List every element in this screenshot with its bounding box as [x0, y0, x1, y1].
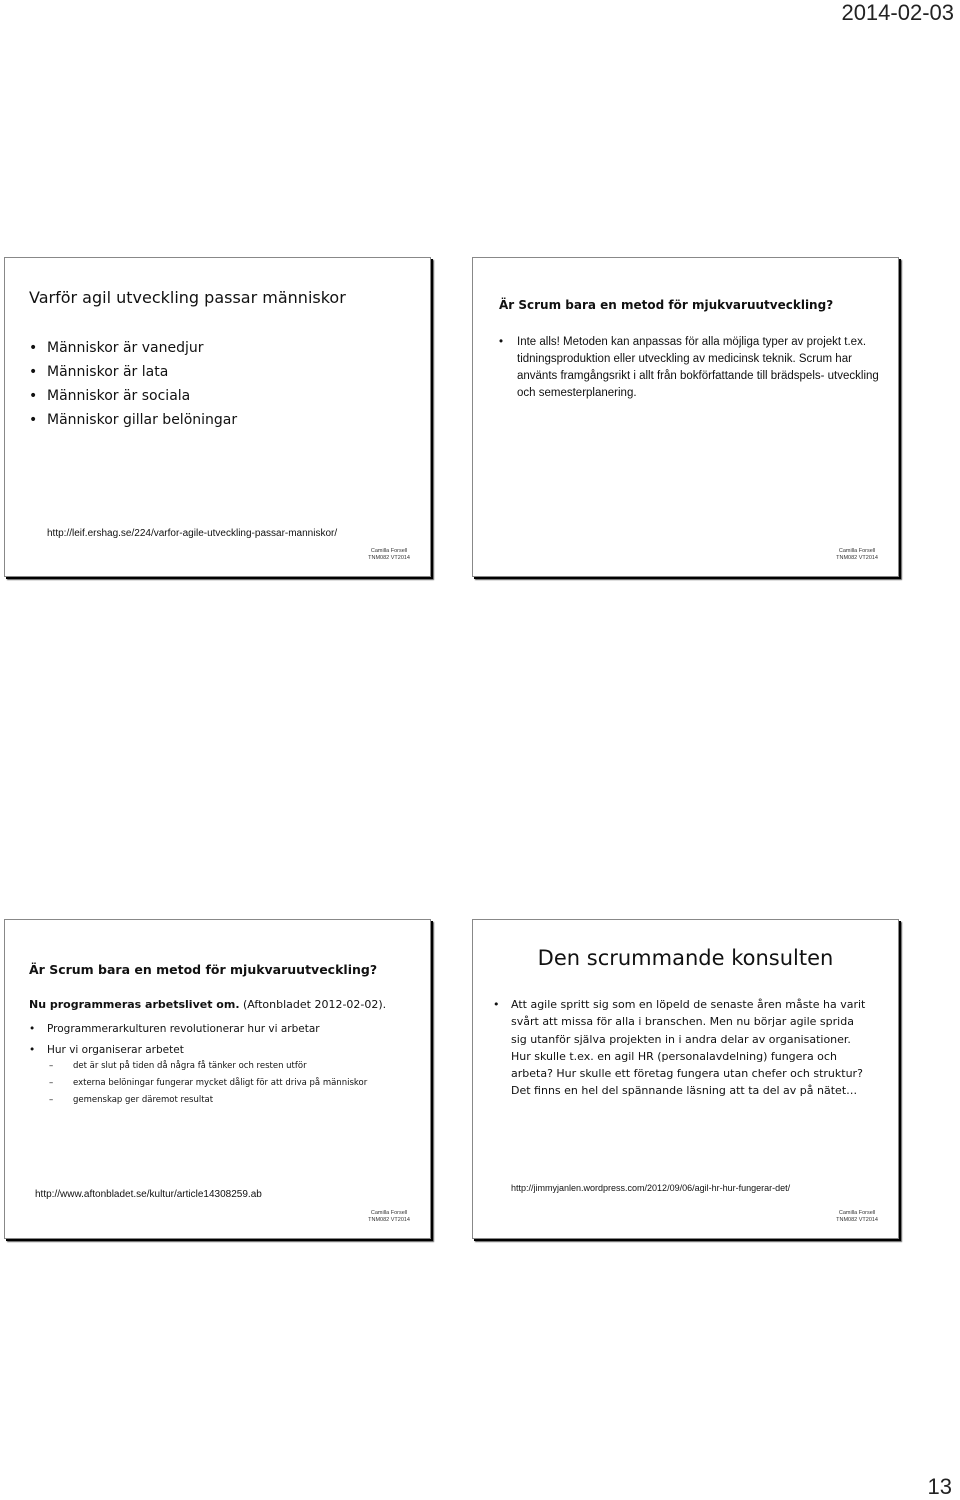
footer-author: Camilla Forsell — [838, 548, 876, 554]
list-item: • Människor är vanedjur — [29, 336, 237, 360]
source-link[interactable]: http://jimmyjanlen.wordpress.com/2012/09/06/agil-hr-hur-fungerar-det/ — [511, 1183, 791, 1193]
footer-course: TNM082 VT2014 — [836, 1217, 878, 1223]
dash-list — [49, 1058, 419, 1109]
list-item: – gemenskap ger däremot resultat — [49, 1092, 419, 1109]
list-item: • Att agile spritt sig som en löpeld de senaste åren måste ha varit svårt att missa för alla i branschen. Men nu börjar agile sprida sig utanför själva projekten in i andra delar av organisationer. Hur skulle t.ex. en agil HR (personalavdelning) fungera och arbeta? Hur skulle ett företag fungera utan chefer och struktur? Det finns en hel del spännande läsning att ta del av på nätet… — [493, 996, 873, 1100]
footer-author: Camilla Forsell — [838, 1210, 876, 1216]
slide-4 — [472, 919, 899, 1239]
list-item: • Människor är lata — [29, 360, 237, 384]
bullet-list — [499, 334, 879, 402]
slide-title-text: Den scrummande konsulten — [537, 946, 834, 970]
source-link[interactable]: http://www.aftonbladet.se/kultur/article14308259.ab — [35, 1189, 262, 1200]
slide-footer — [836, 1210, 878, 1224]
footer-author: Camilla Forsell — [370, 1210, 408, 1216]
slide-subtitle — [29, 998, 386, 1011]
slide-title: Är Scrum bara en metod för mjukvaruutveckling? — [499, 298, 834, 312]
slide-title: Varför agil utveckling passar människor — [29, 288, 346, 307]
footer-course: TNM082 VT2014 — [368, 1217, 410, 1223]
page-date: 2014-02-03 — [841, 0, 954, 25]
page-number: 13 — [927, 1474, 952, 1499]
list-item: • Människor är sociala — [29, 384, 237, 408]
footer-course: TNM082 VT2014 — [368, 555, 410, 561]
slide-3 — [4, 919, 431, 1239]
footer-author: Camilla Forsell — [370, 548, 408, 554]
slide-footer — [836, 548, 878, 562]
list-item: • Programmerarkulturen revolutionerar hur vi arbetar — [29, 1019, 320, 1040]
slide-title: Är Scrum bara en metod för mjukvaruutveckling? — [29, 962, 378, 977]
slide-footer — [368, 548, 410, 562]
list-item: • Hur vi organiserar arbetet — [29, 1040, 320, 1061]
slide-2 — [472, 257, 899, 577]
slide-footer — [368, 1210, 410, 1224]
subtitle-text: Nu programmeras arbetslivet om. — [29, 998, 240, 1011]
bullet-list — [29, 336, 237, 432]
slide-title — [473, 946, 898, 970]
list-item: • Människor gillar belöningar — [29, 408, 237, 432]
bullet-list — [29, 1019, 320, 1061]
subtitle-source: (Aftonbladet 2012-02-02). — [239, 998, 387, 1011]
source-link[interactable]: http://leif.ershag.se/224/varfor-agile-utveckling-passar-manniskor/ — [47, 528, 338, 539]
list-item: • Inte alls! Metoden kan anpassas för alla möjliga typer av projekt t.ex. tidningsproduktion eller utveckling av medicinsk teknik. Scrum har använts framgångsrikt i allt från bokförfattande till brädspels- utveckling och semesterplanering. — [499, 334, 879, 402]
list-item: – externa belöningar fungerar mycket dåligt för att driva på människor — [49, 1075, 419, 1092]
list-item: – det är slut på tiden då några få tänker och resten utför — [49, 1058, 419, 1075]
slide-1 — [4, 257, 431, 577]
bullet-list — [493, 996, 873, 1100]
footer-course: TNM082 VT2014 — [836, 555, 878, 561]
